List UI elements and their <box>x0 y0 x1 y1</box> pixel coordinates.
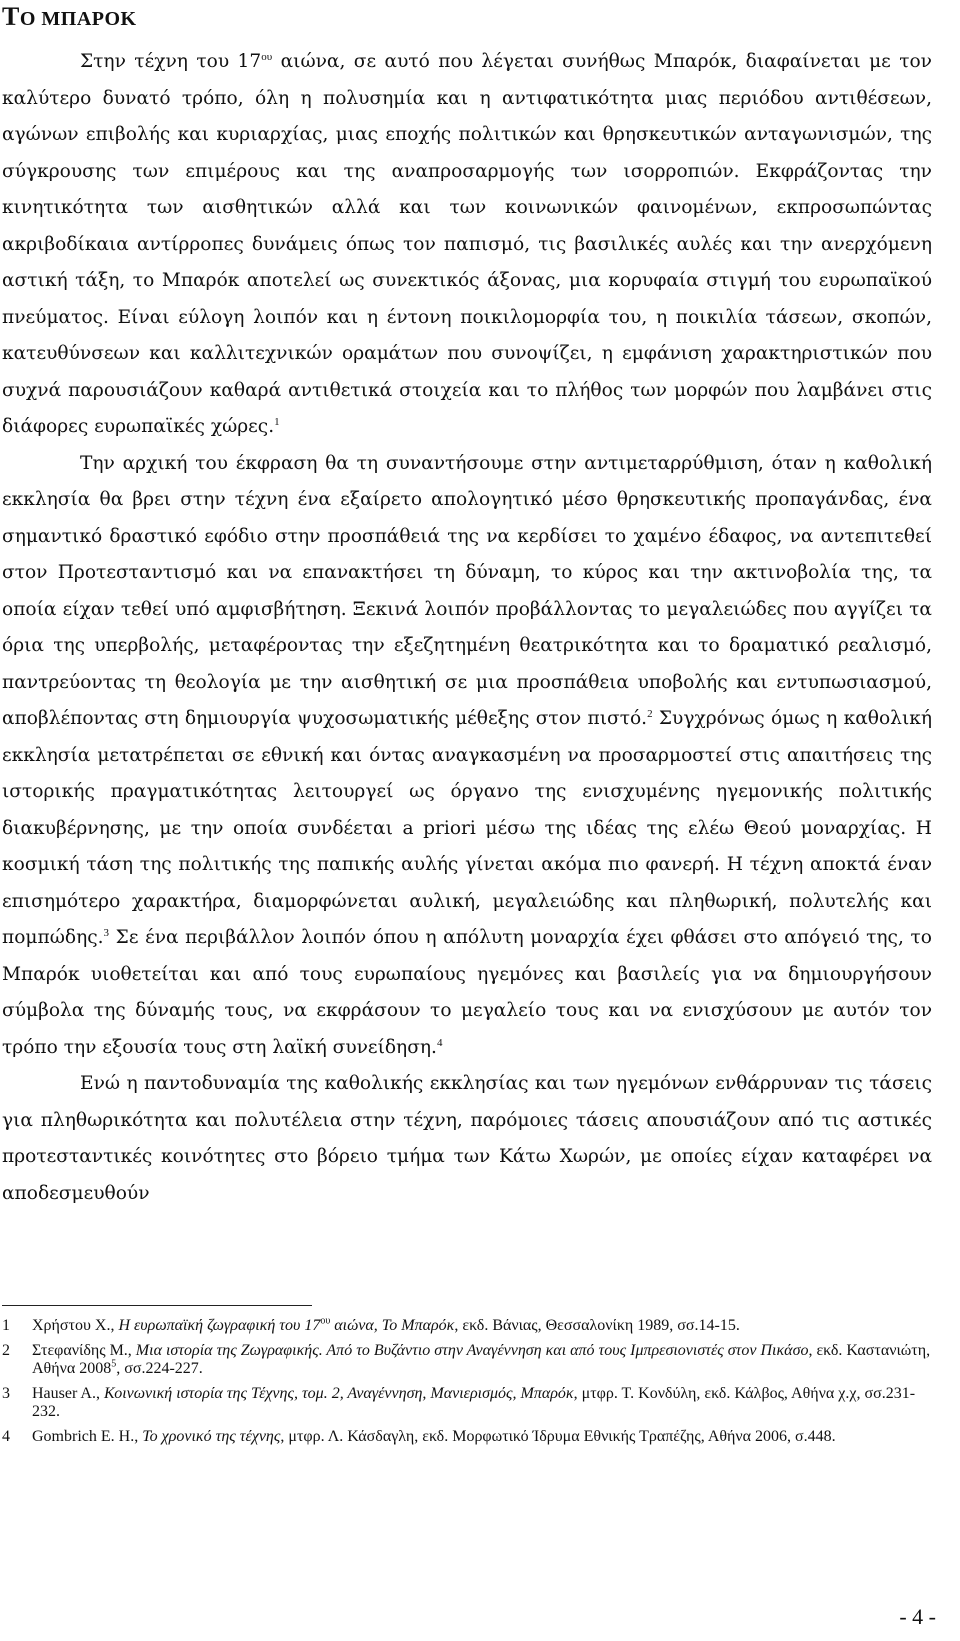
footnote-number: 4 <box>2 1427 10 1445</box>
paragraph-1 <box>2 44 932 446</box>
footnote-text <box>32 1428 932 1447</box>
footnote-separator <box>2 1305 312 1306</box>
footnote-title: Το χρονικό της τέχνης <box>142 1427 281 1445</box>
footnote-title: Κοινωνική ιστορία της Τέχνης, τομ. 2, Αναγέννηση, Μανιερισμός, Μπαρόκ <box>103 1384 574 1402</box>
paragraph-3-text: Ενώ η παντοδυναμία της καθολικής εκκλησίας και των ηγεμόνων ενθάρρυναν τις τάσεις για πληθωρικότητα και πολυτέλεια στην τέχνη, παρόμοιες τάσεις απουσιάζουν από τις αστικές προτεσταντικές κοινότητες στο βόρειο τμήμα των Κάτω Χωρών, με οποίες είχαν καταφέρει να αποδεσμευθούν <box>2 1073 932 1204</box>
footnote-publication: , μτφρ. Τ. Κονδύλη, εκδ. Κάλβος, Αθήνα χ.χ, σσ.231-232. <box>32 1384 916 1420</box>
footnote-publication: , μτφρ. Λ. Κάσδαγλη, εκδ. Μορφωτικό Ίδρυμα Εθνικής Τραπέζης, Αθήνα 2006, σ.448. <box>280 1427 836 1445</box>
footnote-ref-3: 3 <box>103 926 110 939</box>
paragraph-2-text-c: Σε ένα περιβάλλον λοιπόν όπου η απόλυτη μοναρχία έχει φθάσει στο απόγειό της, το Μπαρόκ υιοθετείται και από τους ευρωπαίους ηγεμόνες και βασιλείς για να δημιουργήσουν σύμβολα της δύναμής τους, να εκφράσουν το μεγαλείο τους και να ενισχύσουν με αυτόν τον τρόπο την εξουσία τους στη λαϊκή συνείδηση. <box>2 927 932 1058</box>
footnote-2 <box>2 1342 932 1379</box>
footnote-3 <box>2 1385 932 1422</box>
footnote-title-superscript: ου <box>320 1315 331 1327</box>
footnote-author: Gombrich E. H., <box>32 1427 143 1445</box>
footnote-number: 1 <box>2 1317 10 1334</box>
footnote-ref-4: 4 <box>436 1036 443 1049</box>
page-number: - 4 - <box>899 1604 936 1629</box>
paragraph-2-text-b: Συγχρόνως όμως η καθολική εκκλησία μετατρέπεται σε εθνική και όντας αναγκασμένη να προσαρμοστεί στις απαιτήσεις της ιστορικής πραγματικότητας λειτουργεί ως όργανο της ενισχυμένης ηγεμονικής πολιτικής διακυβέρνησης, με την οποία συνδέεται a priori μέσω της ιδέας της ελέω Θεού μοναρχίας. Η κοσμική τάση της πολιτικής της παπικής αυλής γίνεται ακόμα πιο φανερή. Η τέχνη αποκτά έναν επισημότερο χαρακτήρα, διαμορφώνεται αυλική, μεγαλειώδης και πληθωρική, πολυτελής και πομπώδης. <box>2 708 932 948</box>
footnote-number: 3 <box>2 1384 10 1402</box>
paragraph-1-text-a: Στην τέχνη του 17 <box>80 51 262 72</box>
footnote-pages: , σσ.224-227. <box>116 1360 203 1377</box>
footnote-ref-2: 2 <box>647 707 653 720</box>
page-title <box>2 2 137 32</box>
footnote-publication: , εκδ. Βάνιας, Θεσσαλονίκη 1989, σσ.14-15. <box>454 1317 740 1334</box>
footnote-author: Χρήστου Χ., <box>32 1317 119 1334</box>
footnotes <box>2 1317 932 1452</box>
footnote-author: Στεφανίδης Μ., <box>32 1341 136 1359</box>
footnote-text <box>32 1385 932 1422</box>
footnote-number: 2 <box>2 1341 10 1359</box>
footnote-text <box>32 1342 932 1379</box>
title-initial: Τ <box>2 2 20 31</box>
paragraph-1-text-b: αιώνα, σε αυτό που λέγεται συνήθως Μπαρόκ, διαφαίνεται με τον καλύτερο δυνατό τρόπο, όλη η πολυσημία και η αντιφατικότητα μιας περιόδου αντιθέσεων, αγώνων επιβολής και κυριαρχίας, μιας εποχής πολιτικών και θρησκευτικών ανταγωνισμών, της σύγκρουσης των επιμέρους και της αναπροσαρμογής των ισορροπιών. Εκφράζοντας την κινητικότητα των αισθητικών αλλά και των κοινωνικών φαινομένων, εκπροσωπώντας ακριβοδίκαια αντίρροπες δυνάμεις όπως τον παπισμό, τις βασιλικές αυλές και την ανερχόμενη αστική τάξη, το Μπαρόκ αποτελεί ως συνεκτικός άξονας, μια κορυφαία στιγμή του ευρωπαϊκού πνεύματος. Είναι εύλογη λοιπόν και η έντονη ποικιλομορφία του, η ποικιλία τάσεων, σκοπών, κατευθύνσεων και καλλιτεχνικών οραμάτων που συνοψίζει, η εμφάνιση χαρακτηριστικών που συχνά παρουσιάζουν καθαρά αντιθετικά στοιχεία και το πλήθος των μορφών που λαμβάνει στις διάφορες ευρωπαϊκές χώρες. <box>2 51 932 437</box>
footnote-author: Hauser A., <box>32 1384 104 1402</box>
footnote-title-cont: αιώνα, Το Μπαρόκ <box>330 1317 455 1334</box>
footnote-publication: , εκδ. Καστανιώτη, Αθήνα 2008 <box>32 1341 931 1377</box>
footnote-title: Μια ιστορία της Ζωγραφικής. Από το Βυζάντιο στην Αναγέννηση και από τους Ιμπρεσιονιστές στον Πικάσο <box>135 1341 809 1359</box>
century-superscript: ου <box>261 50 273 63</box>
footnote-title: Η ευρωπαϊκή ζωγραφική του 17 <box>118 1317 321 1334</box>
paragraph-3 <box>2 1066 932 1212</box>
footnote-1 <box>2 1317 932 1336</box>
footnote-4 <box>2 1428 932 1447</box>
paragraph-2-text-a: Την αρχική του έκφραση θα τη συναντήσουμε στην αντιμεταρρύθμιση, όταν η καθολική εκκλησία θα βρει στην τέχνη ένα εξαίρετο απολογητικό μέσο θρησκευτικής προπαγάνδας, ένα σημαντικό δραστικό εφόδιο στην προσπάθειά της να κερδίσει το χαμένο έδαφος, να αντεπιτεθεί στον Προτεσταντισμό και να επανακτήσει τη δύναμη, το κύρος και την ακτινοβολία της, τα οποία είχαν τεθεί υπό αμφισβήτηση. Ξεκινά λοιπόν προβάλλοντας το μεγαλειώδες που αγγίζει τα όρια της υπερβολής, μεταφέροντας την εξεζητημένη θεατρικότητα και το δραματικό ρεαλισμό, παντρεύοντας τη θεολογία με την αισθητική σε μια προσπάθεια υποβολής και εντυπωσιασμού, αποβλέποντας στη δημιουργία ψυχοσωματικής μέθεξης στον πιστό. <box>2 452 932 729</box>
edition-superscript: 5 <box>111 1358 117 1370</box>
footnote-text <box>32 1317 932 1336</box>
title-small-caps: Ο ΜΠΑΡΟΚ <box>19 8 137 30</box>
paragraph-2 <box>2 446 932 1067</box>
footnote-ref-1: 1 <box>274 415 280 428</box>
main-text <box>2 44 932 1212</box>
